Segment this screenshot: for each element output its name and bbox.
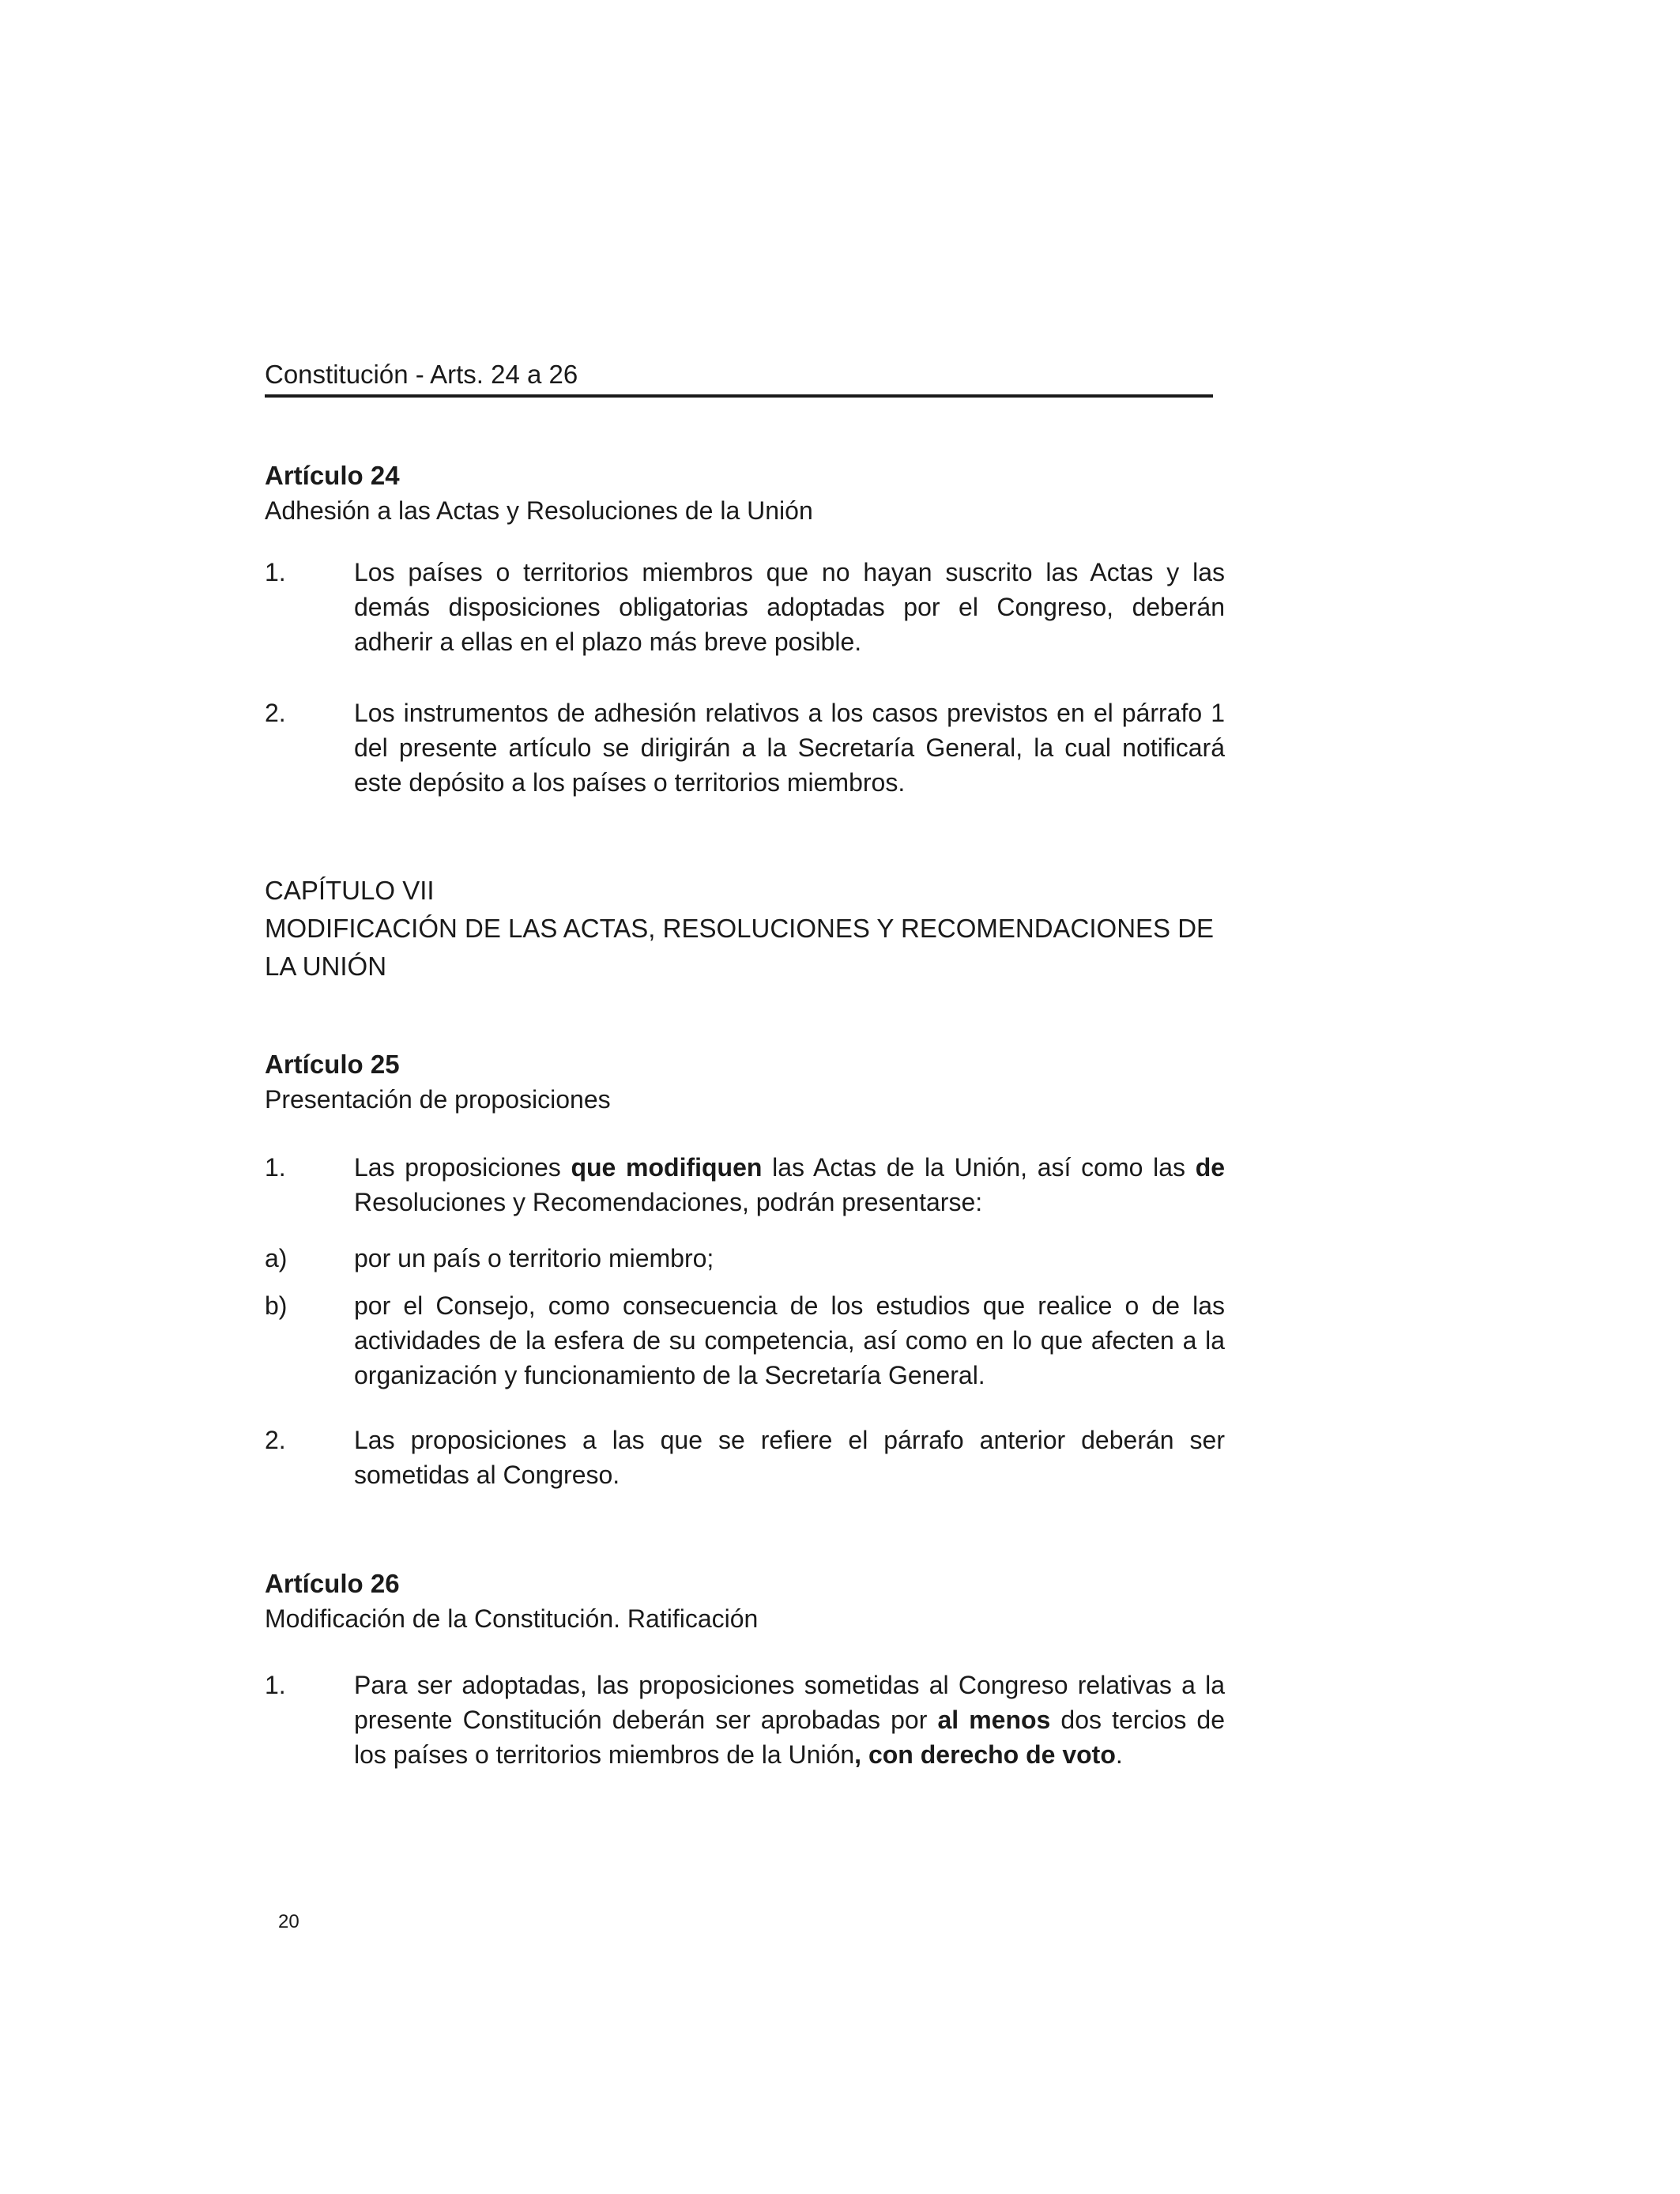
article-24-paragraph-1 <box>265 555 1225 659</box>
page-number: 20 <box>278 1911 299 1932</box>
running-header: Constitución - Arts. 24 a 26 <box>265 360 1213 398</box>
article-24 <box>265 458 1225 528</box>
chapter-label: CAPÍTULO VII <box>265 876 435 905</box>
paragraph-text: Los instrumentos de adhesión relativos a los casos previstos en el párrafo 1 del presente artículo se dirigirán a la Secretaría General, la cual notificará este depósito a los países o territorios miembros. <box>354 699 1225 797</box>
chapter-heading <box>265 872 1225 986</box>
paragraph-text: Las proposiciones que modifiquen las Actas de la Unión, así como las de Resoluciones y Recomendaciones, podrán presentarse: <box>354 1153 1226 1216</box>
item-letter: b) <box>265 1291 288 1320</box>
article-25-paragraph-1 <box>265 1150 1225 1220</box>
paragraph-text: Los países o territorios miembros que no hayan suscrito las Actas y las demás disposiciones obligatorias adoptadas por el Congreso, deberán adherir a ellas en el plazo más breve posible. <box>354 558 1225 656</box>
paragraph-text: Las proposiciones a las que se refiere el párrafo anterior deberán ser sometidas al Congreso. <box>354 1426 1225 1489</box>
article-25-item-b <box>265 1288 1225 1393</box>
paragraph-number: 1. <box>265 1153 286 1182</box>
chapter-title: MODIFICACIÓN DE LAS ACTAS, RESOLUCIONES Y RECOMENDACIONES DE LA UNIÓN <box>265 914 1215 981</box>
paragraph-number: 2. <box>265 1426 286 1454</box>
item-text: por un país o territorio miembro; <box>354 1244 714 1272</box>
article-26-paragraph-1 <box>265 1668 1225 1772</box>
paragraph-number: 1. <box>265 558 286 586</box>
article-26-subtitle: Modificación de la Constitución. Ratificación <box>265 1604 759 1633</box>
article-25-subtitle: Presentación de proposiciones <box>265 1085 611 1114</box>
article-25-paragraph-2 <box>265 1423 1225 1492</box>
paragraph-number: 2. <box>265 699 286 727</box>
article-24-paragraph-2 <box>265 696 1225 800</box>
article-26-title: Artículo 26 <box>265 1569 400 1598</box>
article-25 <box>265 1047 1225 1117</box>
article-26 <box>265 1566 1225 1636</box>
item-letter: a) <box>265 1244 288 1272</box>
paragraph-text: Para ser adoptadas, las proposiciones sometidas al Congreso relativas a la presente Constitución deberán ser aprobadas por al menos dos tercios de los países o territorios miembros de la Unión, con derecho de voto. <box>354 1671 1226 1769</box>
article-24-subtitle: Adhesión a las Actas y Resoluciones de la Unión <box>265 496 813 525</box>
paragraph-number: 1. <box>265 1671 286 1699</box>
article-24-title: Artículo 24 <box>265 461 400 490</box>
item-text: por el Consejo, como consecuencia de los estudios que realice o de las actividades de la esfera de su competencia, así como en lo que afecten a la organización y funcionamiento de la Secretaría General. <box>354 1291 1225 1389</box>
article-25-title: Artículo 25 <box>265 1050 400 1079</box>
article-25-item-a <box>265 1241 1225 1276</box>
